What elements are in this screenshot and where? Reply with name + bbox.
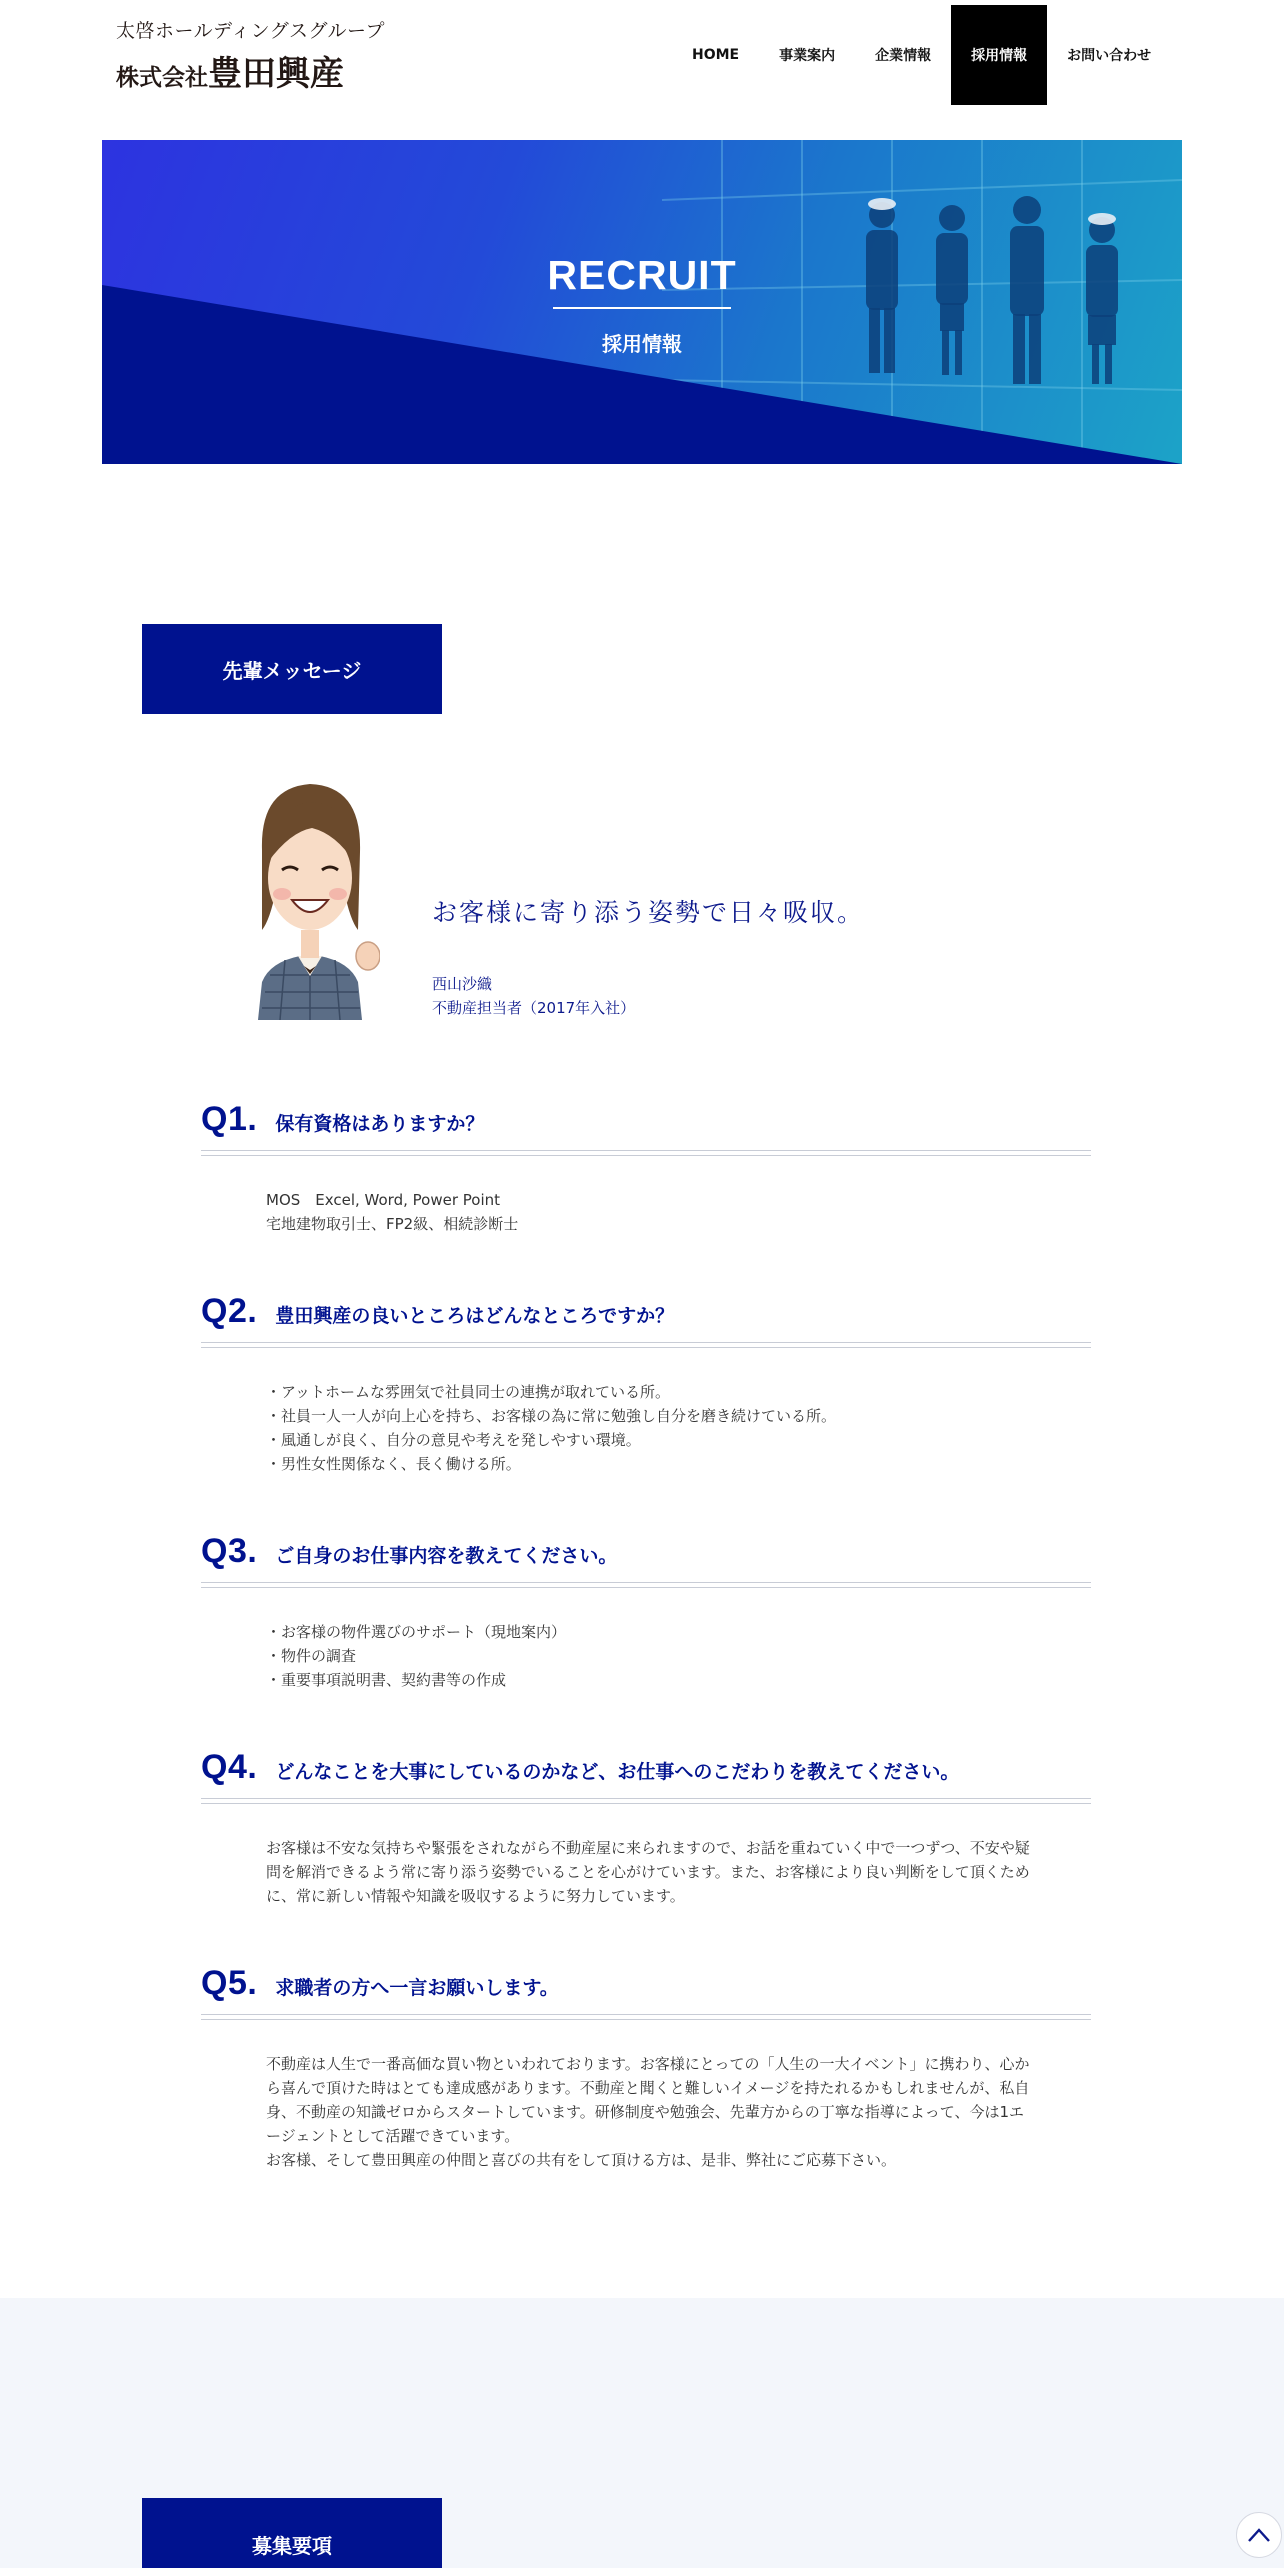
qa-answer [266,1620,1091,1692]
person-role: 不動産担当者（2017年入社） [432,999,636,1017]
company-prefix: 株式会社 [116,65,208,91]
chevron-up-icon [1247,2527,1271,2543]
qa-answer-line: ・風通しが良く、自分の意見や考えを発しやすい環境。 [266,1431,641,1449]
qa-answer-line: ・男性女性関係なく、長く働ける所。 [266,1455,521,1473]
qa-number: Q1. [201,1100,258,1138]
qa-answer-line: に、常に新しい情報や知識を吸収するように努力しています。 [266,1887,685,1905]
nav-contact[interactable]: お問い合わせ [1067,48,1152,64]
qa-answer-line: 不動産は人生で一番高価な買い物といわれております。お客様にとっての「人生の一大イベント」に携わり、心か [266,2055,1030,2073]
qa-answer-line: 問を解消できるよう常に寄り添う姿勢でいることを心がけています。また、お客様により良い判断をして頂くため [266,1863,1030,1881]
qa-divider [201,2014,1091,2020]
qa-answer-line: ・お客様の物件選びのサポート（現地案内） [266,1623,567,1641]
site-logo[interactable] [116,18,385,102]
message-catchphrase: お客様に寄り添う姿勢で日々吸収。 [432,898,865,927]
site-header [0,0,1284,140]
message-person [432,972,635,1020]
qa-item-1 [201,1100,1091,1236]
qa-question: 豊田興産の良いところはどんなところですか？ [275,1305,675,1327]
employee-avatar [240,770,380,1020]
qa-number: Q4. [201,1748,258,1786]
qa-divider [201,1582,1091,1588]
qa-item-2 [201,1292,1091,1476]
nav-company[interactable]: 企業情報 [875,48,932,64]
qa-answer-line: 宅地建物取引士、FP2級、相続診断士 [266,1215,519,1233]
qa-number: Q2. [201,1292,258,1330]
qa-number: Q5. [201,1964,258,2002]
hero-banner [102,140,1182,464]
qa-item-3 [201,1532,1091,1692]
qa-question: 保有資格はありますか？ [275,1113,485,1135]
qa-question: ご自身のお仕事内容を教えてください。 [275,1545,618,1567]
qa-divider [201,1342,1091,1348]
global-nav [672,5,1171,105]
qa-answer-line: ・アットホームな雰囲気で社員同士の連携が取れている所。 [266,1383,670,1401]
nav-business[interactable]: 事業案内 [779,48,836,64]
person-name: 西山沙織 [432,975,493,993]
company-name [116,52,385,102]
hero-title-ja: 採用情報 [602,332,682,356]
page-top-button[interactable] [1236,2512,1282,2558]
qa-answer-line: ージェントとして活躍できています。 [266,2127,520,2145]
hero-title-divider [553,307,731,309]
hero-title-en: RECRUIT [547,252,737,298]
group-name: 太啓ホールディングスグループ [116,20,386,42]
nav-home[interactable]: HOME [692,47,740,63]
qa-answer-line: MOS Excel, Word, Power Point [266,1191,500,1209]
qa-item-4 [201,1748,1091,1908]
qa-answer [266,1380,1091,1476]
qa-answer-line: ・社員一人一人が向上心を持ち、お客様の為に常に勉強し自分を磨き続けている所。 [266,1407,837,1425]
qa-answer [266,1188,1091,1236]
qa-answer-line: ・重要事項説明書、契約書等の作成 [266,1671,507,1689]
qa-question: 求職者の方へ一言お願いします。 [275,1977,559,1999]
qa-answer-line: 身、不動産の知識ゼロからスタートしています。研修制度や勉強会、先輩方からの丁寧な指導によって、今は1エ [266,2103,1025,2121]
qa-answer [266,1836,1091,1908]
qa-divider [201,1798,1091,1804]
qa-answer [266,2052,1091,2172]
qa-answer-line: お客様、そして豊田興産の仲間と喜びの共有をして頂ける方は、是非、弊社にご応募下さい。 [266,2151,897,2169]
recruit-info-heading: 募集要項 [142,2498,442,2568]
message-heading: 先輩メッセージ [142,624,442,714]
qa-item-5 [201,1964,1091,2172]
qa-answer-line: ら喜んで頂けた時はとても達成感があります。不動産と聞くと難しいイメージを持たれるかもしれませんが、私自 [266,2079,1030,2097]
company-main-name: 豊田興産 [208,54,344,94]
nav-recruit[interactable]: 採用情報 [951,5,1047,105]
qa-number: Q3. [201,1532,258,1570]
qa-question: どんなことを大事にしているのかなど、お仕事へのこだわりを教えてください。 [275,1761,960,1783]
qa-divider [201,1150,1091,1156]
qa-answer-line: ・物件の調査 [266,1647,357,1665]
qa-answer-line: お客様は不安な気持ちや緊張をされながら不動産屋に来られますので、お話を重ねていく中で一つずつ、不安や疑 [266,1839,1030,1857]
hero-photo [102,140,1182,464]
